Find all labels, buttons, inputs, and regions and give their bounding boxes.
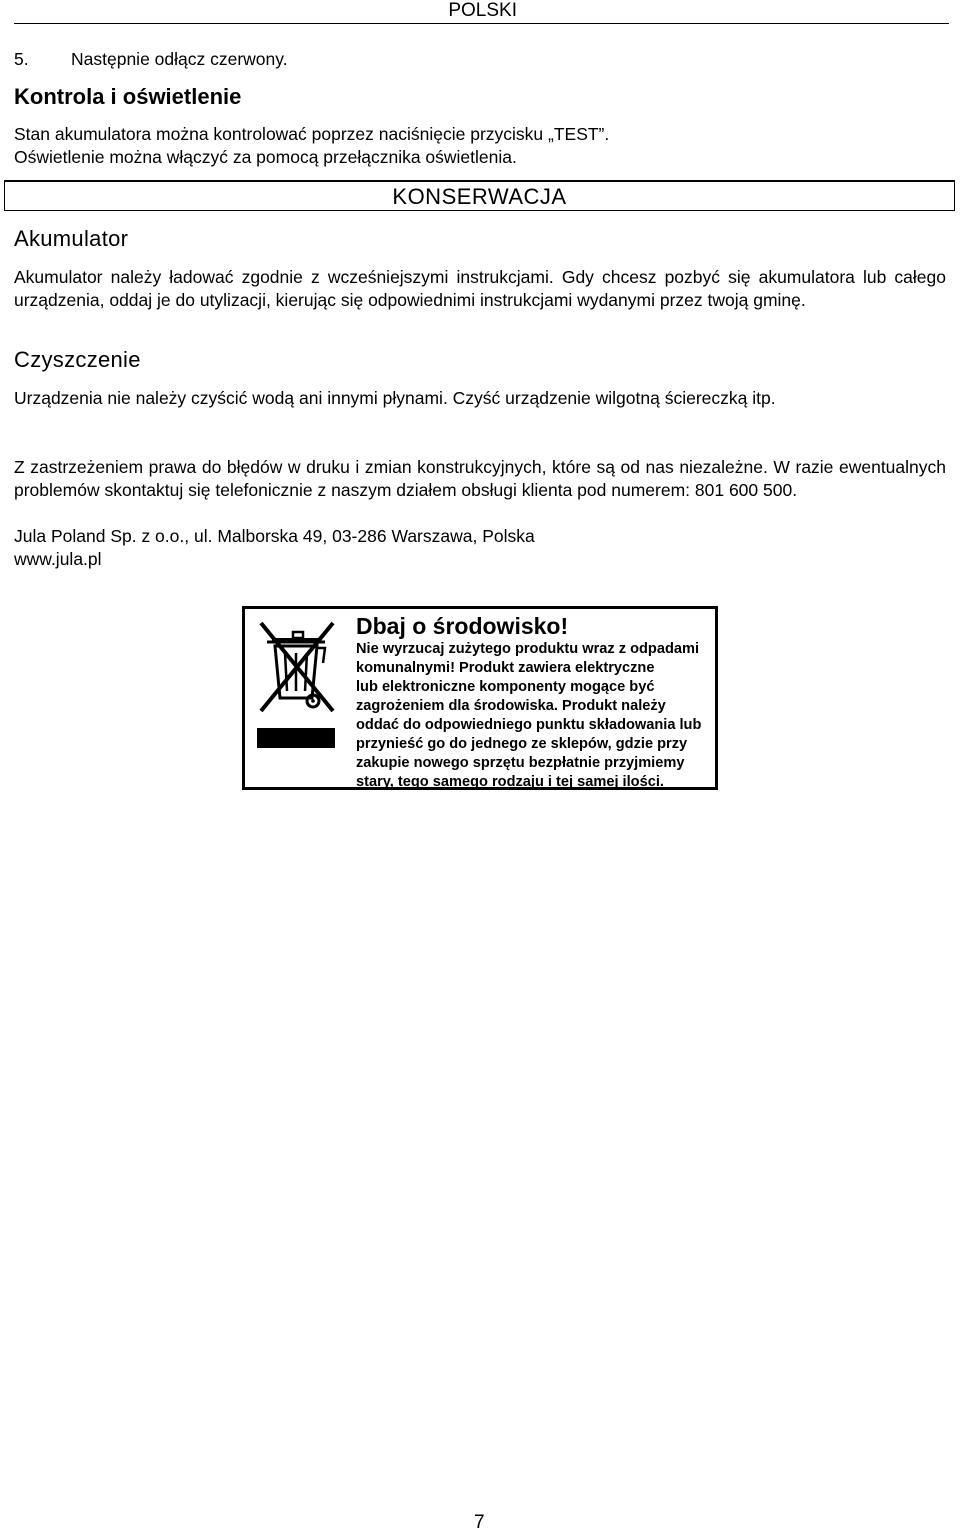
step-text: Następnie odłącz czerwony. <box>71 49 288 69</box>
notice-line: lub elektroniczne komponenty mogące być <box>356 679 655 695</box>
step-item <box>14 48 288 71</box>
company-address: Jula Poland Sp. z o.o., ul. Malborska 49, 03-286 Warszawa, Polska <box>14 526 535 546</box>
notice-line: oddać do odpowiedniego punktu składowania lub <box>356 717 702 733</box>
cleaning-paragraph: Urządzenia nie należy czyścić wodą ani innymi płynami. Czyść urządzenie wilgotną ściereczką itp. <box>14 388 776 408</box>
disclaimer-paragraph: Z zastrzeżeniem prawa do błędów w druku i zmian konstrukcyjnych, które są od nas niezależne. W razie ewentualnych problemów skontaktuj się telefonicznie z naszym działem obsługi klienta pod numerem: 801 600 500. <box>14 457 946 500</box>
battery-heading: Akumulator <box>14 226 129 251</box>
website-link[interactable]: www.jula.pl <box>14 549 102 569</box>
maintenance-title: KONSERWACJA <box>392 184 567 209</box>
notice-line: zagrożeniem dla środowiska. Produkt należy <box>356 698 666 714</box>
notice-line: Nie wyrzucaj zużytego produktu wraz z odpadami <box>356 641 700 657</box>
notice-line: komunalnymi! Produkt zawiera elektryczne <box>356 660 655 676</box>
header-divider <box>14 23 949 24</box>
control-line-2: Oświetlenie można włączyć za pomocą przełącznika oświetlenia. <box>14 147 517 167</box>
crossed-out-wheelie-bin-icon <box>253 615 341 750</box>
battery-paragraph: Akumulator należy ładować zgodnie z wcześniejszymi instrukcjami. Gdy chcesz pozbyć się akumulatora lub całego urządzenia, oddaj je do utylizacji, kierując się odpowiednimi instrukcjami wydanymi przez twoją gminę. <box>14 267 946 310</box>
notice-line: przynieść go do jednego ze sklepów, gdzie przy <box>356 736 688 752</box>
environment-notice-title: Dbaj o środowisko! <box>356 613 569 639</box>
notice-line: zakupie nowego sprzętu bezpłatnie przyjmiemy <box>356 755 685 771</box>
control-heading: Kontrola i oświetlenie <box>14 84 242 109</box>
step-number: 5. <box>14 49 29 69</box>
cleaning-heading: Czyszczenie <box>14 347 141 372</box>
page-number: 7 <box>474 1512 485 1533</box>
environment-notice-box <box>242 606 718 790</box>
notice-line: stary, tego samego rodzaju i tej samej ilości. <box>356 774 664 790</box>
environment-notice-text <box>356 640 716 792</box>
control-line-1: Stan akumulatora można kontrolować poprzez naciśnięcie przycisku „TEST”. <box>14 124 610 144</box>
language-label: POLSKI <box>448 0 517 21</box>
maintenance-section-header <box>4 180 955 211</box>
